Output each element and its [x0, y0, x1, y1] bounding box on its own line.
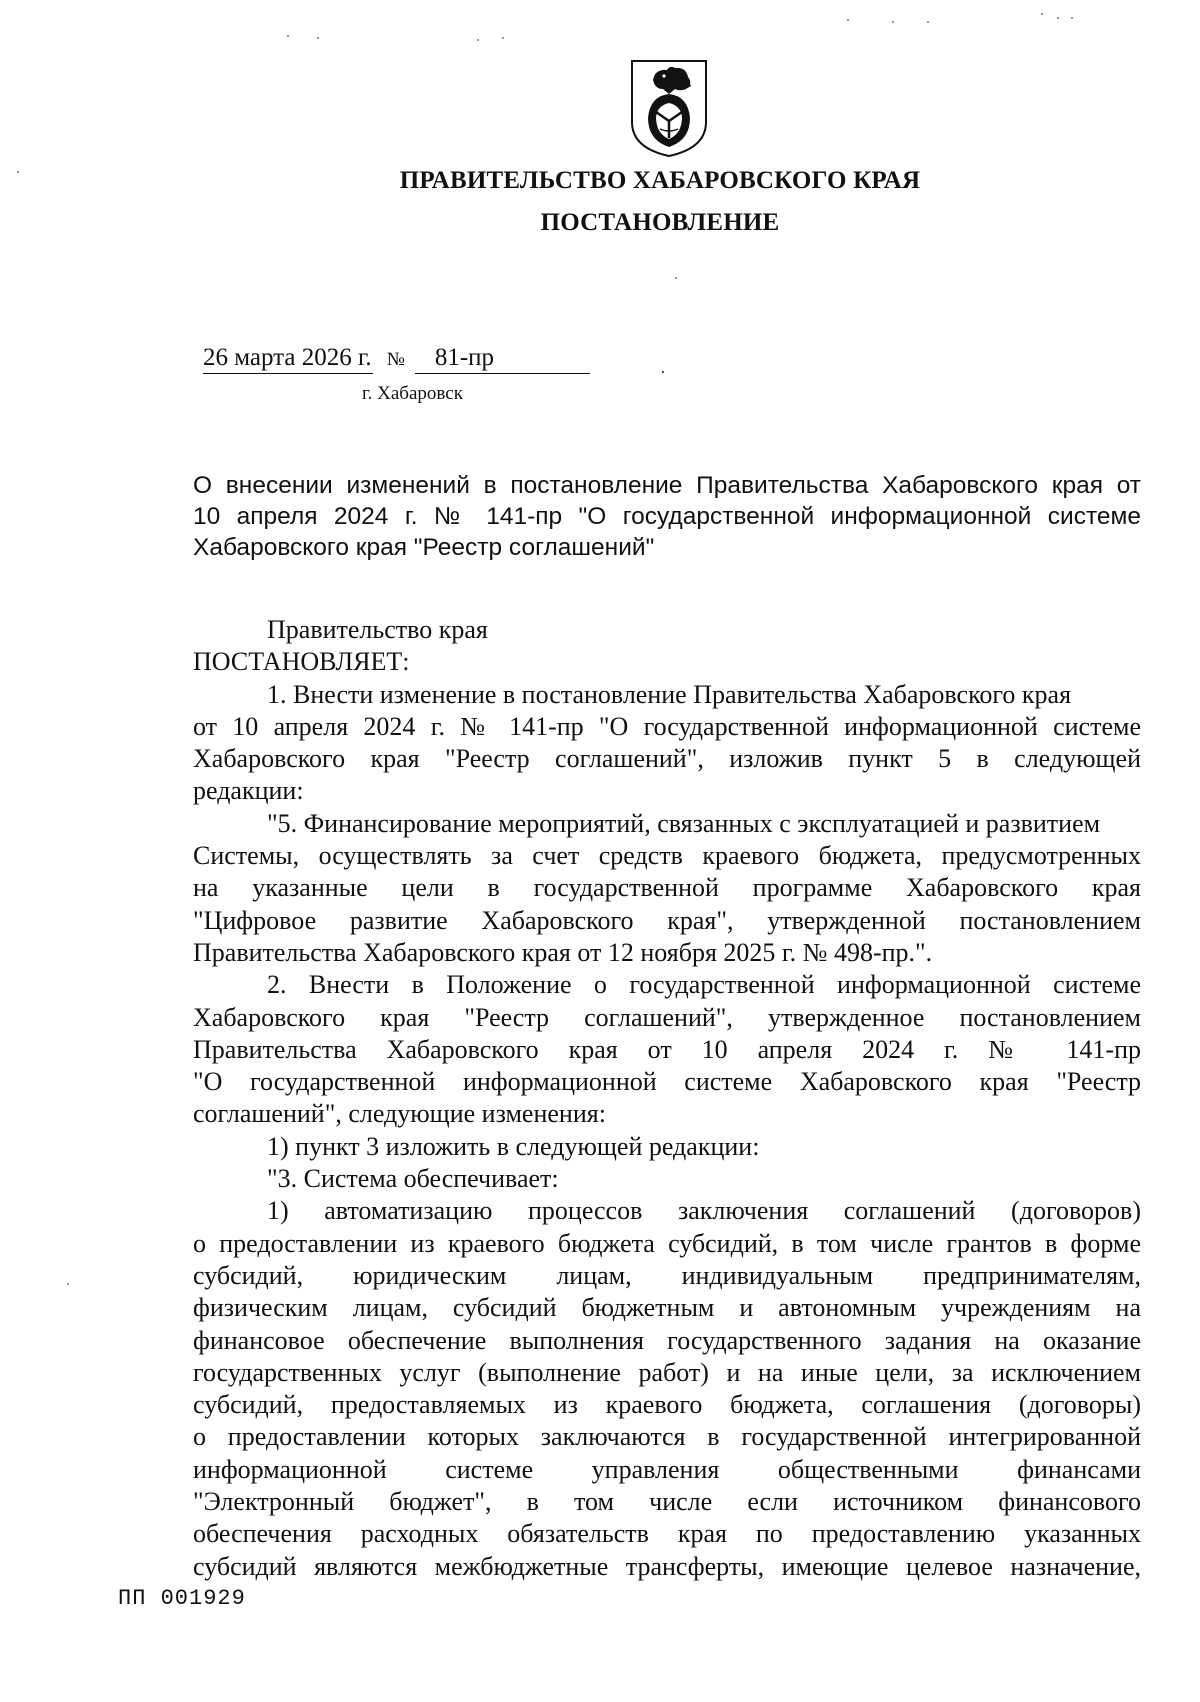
body-line: 1) автоматизацию процессов заключения соглашений (договоров)	[267, 1196, 1141, 1226]
body-line: на указанные цели в государственной программе Хабаровского края	[193, 873, 1141, 903]
document-type-title: ПОСТАНОВЛЕНИЕ	[540, 209, 780, 236]
registration-date: 26 марта 2026 г.	[203, 344, 373, 374]
number-label: №	[386, 349, 405, 370]
body-line: "5. Финансирование мероприятий, связанных с эксплуатацией и развитием	[267, 808, 1101, 838]
body-line: Хабаровского края "Реестр соглашений", изложив пункт 5 в следующей	[193, 744, 1141, 774]
body-line: о предоставлении которых заключаются в государственной интегрированной	[193, 1422, 1141, 1452]
body-line: Правительство края	[267, 615, 488, 644]
body-line: обеспечения расходных обязательств края по предоставлению указанных	[193, 1519, 1141, 1549]
body-line: от 10 апреля 2024 г. № 141-пр "О государственной информационной системе	[193, 711, 1141, 741]
registration-line	[203, 344, 590, 374]
body-line: субсидий, юридическим лицам, индивидуальным предпринимателям,	[193, 1260, 1141, 1290]
body-line: физическим лицам, субсидий бюджетным и автономным учреждениям на	[193, 1293, 1141, 1323]
registration-place: г. Хабаровск	[362, 383, 463, 404]
document-body	[193, 614, 1141, 1583]
document-subject	[193, 470, 1141, 563]
body-line: Системы, осуществлять за счет средств краевого бюджета, предусмотренных	[193, 841, 1141, 871]
body-line: "Цифровое развитие Хабаровского края", утвержденной постановлением	[193, 905, 1141, 935]
body-line: "3. Система обеспечивает:	[267, 1164, 559, 1194]
body-line: 2. Внести в Положение о государственной информационной системе	[267, 970, 1141, 1000]
body-line: Правительства Хабаровского края от 10 апреля 2024 г. № 141-пр	[193, 1034, 1141, 1064]
body-line: информационной системе управления общественными финансами	[193, 1454, 1141, 1484]
registration-number: 81-пр	[415, 344, 590, 374]
body-line: финансовое обеспечение выполнения государственного задания на оказание	[193, 1325, 1141, 1355]
body-line: Хабаровского края "Реестр соглашений", утвержденное постановлением	[193, 1002, 1141, 1032]
form-serial-code: ПП 001929	[118, 1586, 246, 1611]
body-line: "Электронный бюджет", в том числе если источником финансового	[193, 1487, 1141, 1517]
body-line: соглашений", следующие изменения:	[193, 1099, 606, 1129]
body-line: субсидий являются межбюджетные трансферты, имеющие целевое назначение,	[193, 1551, 1141, 1581]
subject-line: О внесении изменений в постановление Правительства Хабаровского края от	[193, 472, 1141, 499]
body-line: о предоставлении из краевого бюджета субсидий, в том числе грантов в форме	[193, 1228, 1141, 1258]
body-line: "О государственной информационной системе Хабаровского края "Реестр	[193, 1067, 1141, 1097]
subject-line: 10 апреля 2024 г. № 141-пр "О государственной информационной системе	[193, 503, 1141, 530]
body-line: 1. Внести изменение в постановление Правительства Хабаровского края	[267, 679, 1072, 709]
body-line: 1) пункт 3 изложить в следующей редакции:	[267, 1131, 760, 1161]
body-line: ПОСТАНОВЛЯЕТ:	[193, 647, 410, 677]
organization-title: ПРАВИТЕЛЬСТВО ХАБАРОВСКОГО КРАЯ	[399, 167, 921, 194]
khabarovsk-coat-of-arms-icon	[629, 58, 709, 158]
subject-line: Хабаровского края "Реестр соглашений"	[193, 534, 655, 561]
body-line: субсидий, предоставляемых из краевого бюджета, соглашения (договоры)	[193, 1390, 1141, 1420]
body-line: Правительства Хабаровского края от 12 ноября 2025 г. № 498-пр.".	[193, 937, 933, 967]
body-line: государственных услуг (выполнение работ) и на иные цели, за исключением	[193, 1357, 1141, 1387]
body-line: редакции:	[193, 776, 304, 806]
